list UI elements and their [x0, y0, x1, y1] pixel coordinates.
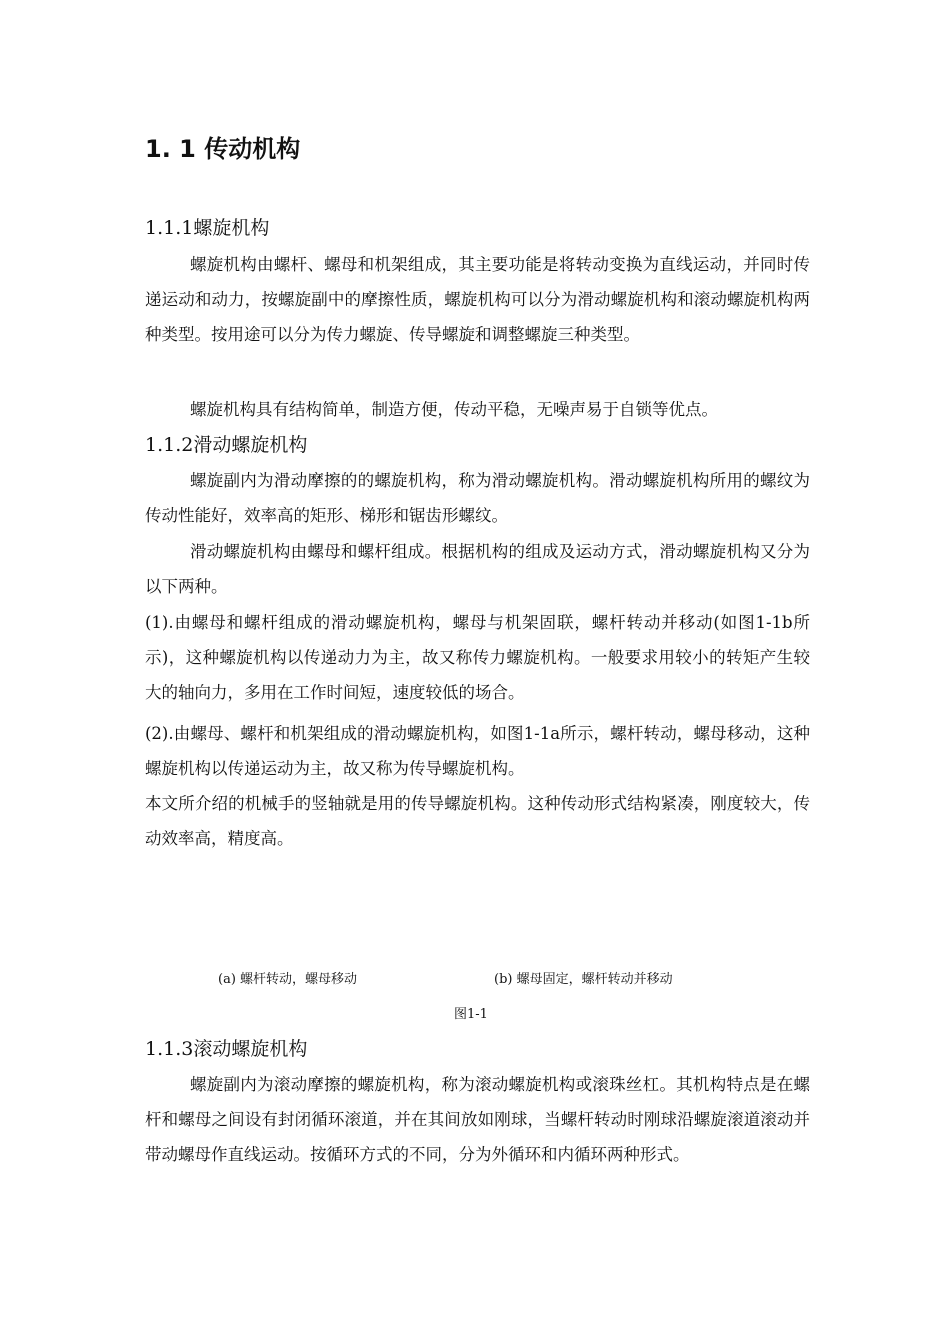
heading-1-1-1: 1.1.1螺旋机构	[145, 217, 270, 239]
figure-caption-b: (b) 螺母固定，螺杆转动并移动	[494, 972, 673, 987]
section-title: 1. 1 传动机构	[145, 135, 301, 163]
heading-1-1-3: 1.1.3滚动螺旋机构	[145, 1038, 308, 1060]
paragraph-1-1-3-intro: 螺旋副内为滚动摩擦的螺旋机构，称为滚动螺旋机构或滚珠丝杠。其机构特点是在螺杆和螺母之间设有封闭循环滚道，并在其间放如刚球，当螺杆转动时刚球沿螺旋滚道滚动并带动螺母作直线运动。按循环方式的不同，分为外循环和内循环两种形式。	[145, 1075, 810, 1164]
heading-1-1-2: 1.1.2滑动螺旋机构	[145, 434, 308, 456]
paragraph-1-1-1-intro: 螺旋机构由螺杆、螺母和机架组成，其主要功能是将转动变换为直线运动，并同时传递运动和动力，按螺旋副中的摩擦性质，螺旋机构可以分为滑动螺旋机构和滚动螺旋机构两种类型。按用途可以分为传力螺旋、传导螺旋和调整螺旋三种类型。	[145, 255, 810, 344]
paragraph-1-1-2-types: 滑动螺旋机构由螺母和螺杆组成。根据机构的组成及运动方式，滑动螺旋机构又分为以下两种。	[145, 542, 810, 596]
list-item-1: (1).由螺母和螺杆组成的滑动螺旋机构，螺母与机架固联，螺杆转动并移动(如图1-1b所示)，这种螺旋机构以传递动力为主，故又称传力螺旋机构。一般要求用较小的转矩产生较大的轴向力，多用在工作时间短，速度较低的场合。	[145, 613, 810, 702]
paragraph-1-1-1-advantages: 螺旋机构具有结构简单，制造方便，传动平稳，无噪声易于自锁等优点。	[190, 400, 718, 419]
list-item-2: (2).由螺母、螺杆和机架组成的滑动螺旋机构，如图1-1a所示，螺杆转动，螺母移动，这种螺旋机构以传递运动为主，故又称为传导螺旋机构。	[145, 724, 810, 778]
figure-label: 图1-1	[454, 1007, 488, 1022]
figure-caption-a: (a) 螺杆转动，螺母移动	[218, 972, 358, 987]
paragraph-1-1-2-conclusion: 本文所介绍的机械手的竖轴就是用的传导螺旋机构。这种传动形式结构紧凑，刚度较大，传动效率高，精度高。	[145, 794, 810, 848]
paragraph-1-1-2-intro: 螺旋副内为滑动摩擦的的螺旋机构，称为滑动螺旋机构。滑动螺旋机构所用的螺纹为传动性能好，效率高的矩形、梯形和锯齿形螺纹。	[145, 471, 810, 525]
